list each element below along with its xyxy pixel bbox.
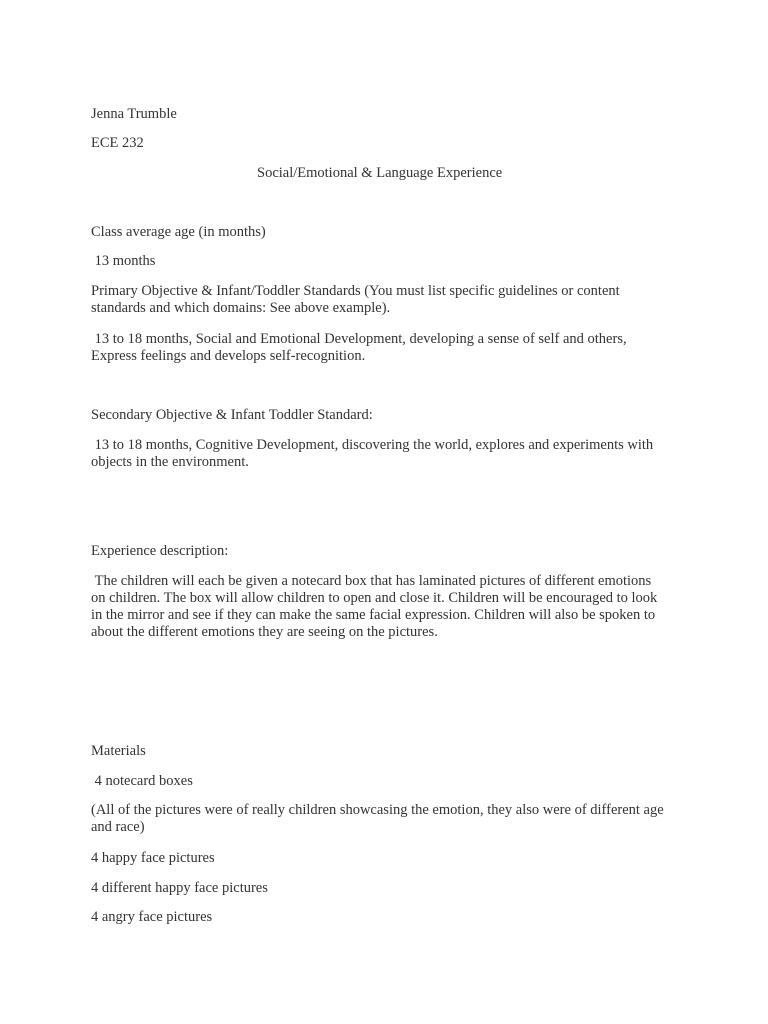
author-name: Jenna Trumble: [91, 106, 177, 122]
course-code: ECE 232: [91, 135, 144, 151]
materials-item: 4 angry face pictures: [91, 909, 213, 925]
materials-item: 4 different happy face pictures: [91, 880, 268, 896]
primary-objective-value: 13 to 18 months, Social and Emotional Development, developing a sense of self and others, Express feelings and develops self-recognition.: [91, 331, 627, 364]
materials-item: 4 notecard boxes: [94, 773, 193, 789]
materials-label: Materials: [91, 743, 146, 759]
class-age-label: Class average age (in months): [91, 224, 266, 240]
document-title: Social/Emotional & Language Experience: [257, 165, 503, 181]
experience-value: The children will each be given a notecard box that has laminated pictures of different emotions on children. The box will allow children to open and close it. Children will be encouraged to look in the mirror and see if they can make the same facial expression. Children will also be spoken to about the different emotions they are seeing on the pictures.: [91, 573, 658, 640]
materials-item: 4 happy face pictures: [91, 850, 215, 866]
secondary-objective-value: 13 to 18 months, Cognitive Development, discovering the world, explores and experiments with objects in the environment.: [91, 437, 654, 470]
materials-item: (All of the pictures were of really children showcasing the emotion, they also were of different age and race): [91, 802, 664, 835]
primary-objective-label: Primary Objective & Infant/Toddler Standards (You must list specific guidelines or content standards and which domains: See above example).: [91, 283, 620, 316]
secondary-objective-label: Secondary Objective & Infant Toddler Standard:: [91, 407, 373, 423]
experience-label: Experience description:: [91, 543, 229, 559]
class-age-value: 13 months: [94, 253, 156, 269]
